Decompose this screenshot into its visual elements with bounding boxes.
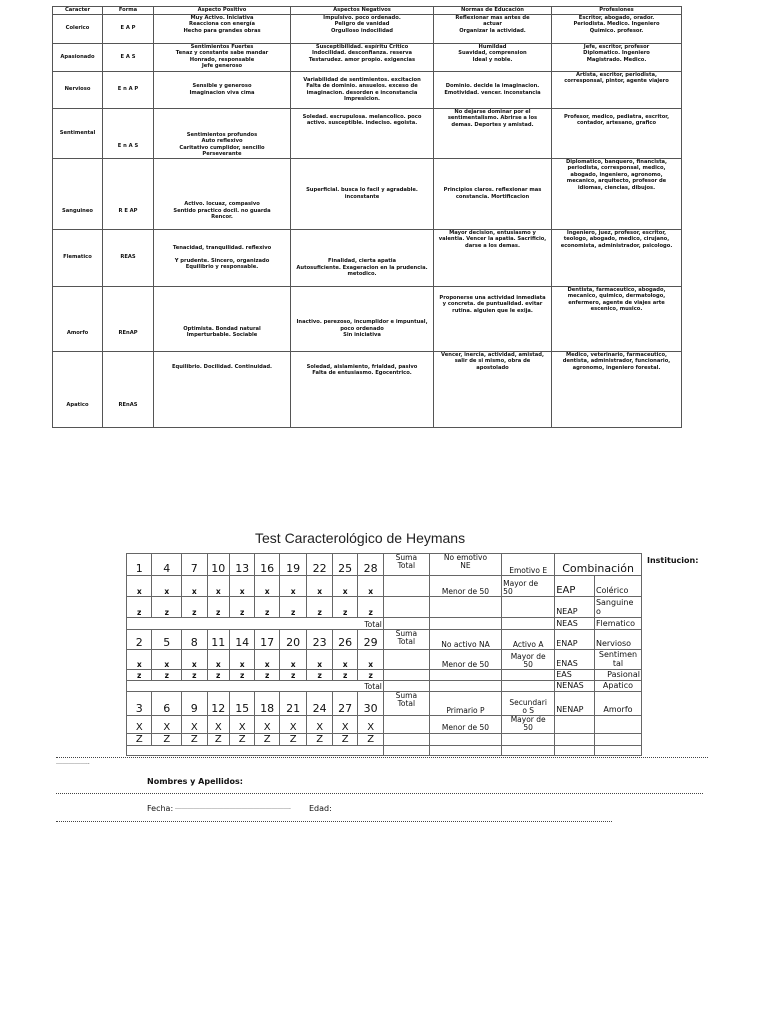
- fecha-edad-input-line[interactable]: [56, 821, 612, 822]
- cell-forma: REnAP: [103, 286, 154, 351]
- cell-normas: Reflexionar mas antes de actuar Organizar la actividad.: [434, 14, 552, 43]
- z-mark-cell[interactable]: z: [207, 597, 229, 618]
- x-mark-cell[interactable]: X: [332, 716, 357, 734]
- group-2-number-row: [127, 630, 642, 650]
- question-number: 28: [358, 554, 383, 576]
- combination-code: EAP: [555, 576, 595, 597]
- z-mark-cell[interactable]: z: [229, 597, 254, 618]
- question-number: 7: [182, 554, 207, 576]
- header-profesiones: Profesiones: [552, 7, 682, 15]
- combination-code: ENAS: [555, 650, 595, 670]
- cell-negativo: Superficial. busca lo facil y agradable. inconstante: [291, 158, 434, 229]
- table-row: [53, 108, 682, 158]
- z-mark-cell[interactable]: Z: [255, 733, 279, 745]
- suma-total-label: Suma Total: [383, 630, 429, 650]
- blank-cell[interactable]: [429, 670, 501, 681]
- fecha-input-dots[interactable]: ………………………………………………….: [175, 804, 291, 811]
- z-mark-cell[interactable]: z: [358, 670, 383, 681]
- cell-normas: Mayor decision, entusiasmo y valentia. Vencer la apatia. Sacrificio, darse a los demas.: [434, 229, 552, 286]
- cell-negativo: Variabilidad de sentimientos. excitacion Falta de dominio. ansuelos. exceso de imaginacion. desorden e inconstancia Impresicion.: [291, 71, 434, 108]
- blank-cell[interactable]: [127, 745, 384, 755]
- question-number: 19: [279, 554, 307, 576]
- question-number: 23: [307, 630, 332, 650]
- question-number: 10: [207, 554, 229, 576]
- cell-caracter: Sentimental: [53, 108, 103, 158]
- cell-forma: E n A S: [103, 108, 154, 158]
- cell-negativo: Soledad. escrupulosa. melancolico. poco activo. susceptible. indeciso. egoista.: [291, 108, 434, 158]
- x-mark-cell[interactable]: X: [127, 716, 152, 734]
- question-number: 14: [229, 630, 254, 650]
- z-mark-cell[interactable]: z: [182, 597, 207, 618]
- cell-forma: E n A P: [103, 71, 154, 108]
- combination-code: NENAP: [555, 692, 595, 716]
- combination-name: Apatico: [594, 681, 641, 692]
- z-mark-cell[interactable]: z: [182, 670, 207, 681]
- cell-normas: Dominio. decide la imaginacion. Emotividad. vencer. inconstancia: [434, 71, 552, 108]
- blank-cell[interactable]: [594, 733, 641, 745]
- combination-name: Sentimen tal: [594, 650, 641, 670]
- cell-normas: Humildad Suavidad, comprension Ideal y noble.: [434, 43, 552, 71]
- z-mark-cell[interactable]: Z: [152, 733, 182, 745]
- group-3-x-row: [127, 716, 642, 734]
- z-mark-cell[interactable]: z: [127, 597, 152, 618]
- x-mark-cell[interactable]: X: [279, 716, 307, 734]
- combination-name: Pasional: [594, 670, 641, 681]
- z-mark-cell[interactable]: Z: [279, 733, 307, 745]
- question-number: 5: [152, 630, 182, 650]
- question-number: 2: [127, 630, 152, 650]
- z-mark-cell[interactable]: z: [332, 597, 357, 618]
- combination-code: EAS: [555, 670, 595, 681]
- group-2-total-row: [127, 681, 642, 692]
- z-mark-cell[interactable]: Z: [307, 733, 332, 745]
- x-mark-cell[interactable]: x: [182, 650, 207, 670]
- combination-name: Colérico: [594, 576, 641, 597]
- x-mark-cell[interactable]: X: [152, 716, 182, 734]
- heymans-test-table: [126, 553, 642, 756]
- cell-negativo: Finalidad, cierta apatia Autosuficiente. Exageracion en la prudencia. metodico.: [291, 229, 434, 286]
- question-number: 8: [182, 630, 207, 650]
- x-mark-cell[interactable]: X: [182, 716, 207, 734]
- suma-total-cell[interactable]: [383, 733, 429, 745]
- z-mark-cell[interactable]: Z: [358, 733, 383, 745]
- cell-positivo: Muy Activo. Iniciativa Reacciona con energía Hecho para grandes obras: [154, 14, 291, 43]
- question-number: 3: [127, 692, 152, 716]
- question-number: 18: [255, 692, 279, 716]
- institucion-label: Institucion:: [647, 556, 699, 565]
- x-mark-cell[interactable]: x: [229, 650, 254, 670]
- mayor-de-50-label: Mayor de 50: [502, 576, 555, 597]
- nombres-input-line[interactable]: [56, 793, 703, 794]
- cell-forma: R E AP: [103, 158, 154, 229]
- x-mark-cell[interactable]: x: [279, 650, 307, 670]
- header-aspectos-negativos: Aspectos Negativos: [291, 7, 434, 15]
- cell-positivo: Activo. locuaz, compasivo Sentido practico docil. no guarda Rencor.: [154, 158, 291, 229]
- blank-cell[interactable]: [502, 597, 555, 618]
- z-mark-cell[interactable]: z: [358, 597, 383, 618]
- dotted-line: [56, 757, 708, 758]
- no-emotivo-label: No emotivo NE: [429, 554, 501, 576]
- question-number: 15: [229, 692, 254, 716]
- suma-total-cell[interactable]: [383, 597, 429, 618]
- total-cell[interactable]: [383, 618, 429, 630]
- cell-profesiones: Escritor, abogado, orador. Periodista. Medico. Ingeniero Quimico. profesor.: [552, 14, 682, 43]
- group-1-number-row: [127, 554, 642, 576]
- cell-caracter: Apatico: [53, 351, 103, 427]
- suma-total-label: Suma Total: [383, 692, 429, 716]
- combinacion-header: Combinación: [555, 554, 642, 576]
- header-normas-educacion: Normas de Educación: [434, 7, 552, 15]
- combination-code: NEAP: [555, 597, 595, 618]
- z-mark-cell[interactable]: z: [152, 670, 182, 681]
- group-1-total-row: [127, 618, 642, 630]
- x-mark-cell[interactable]: x: [207, 650, 229, 670]
- secundario-label: Secundari o S: [502, 692, 555, 716]
- combination-name: Flematico: [594, 618, 641, 630]
- x-mark-cell[interactable]: x: [207, 576, 229, 597]
- blank-cell[interactable]: [429, 681, 501, 692]
- group-3-total-row: [127, 745, 642, 755]
- question-number: 9: [182, 692, 207, 716]
- group-2-x-row: [127, 650, 642, 670]
- z-mark-cell[interactable]: z: [307, 597, 332, 618]
- combination-name: Amorfo: [594, 692, 641, 716]
- z-mark-cell[interactable]: z: [255, 597, 279, 618]
- table-row: [53, 229, 682, 286]
- cell-positivo: Sensible y generoso Imaginacion viva cima: [154, 71, 291, 108]
- suma-total-cell[interactable]: [383, 716, 429, 734]
- x-mark-cell[interactable]: x: [332, 650, 357, 670]
- total-cell[interactable]: [383, 681, 429, 692]
- x-mark-cell[interactable]: x: [152, 576, 182, 597]
- x-mark-cell[interactable]: x: [255, 650, 279, 670]
- z-mark-cell[interactable]: z: [332, 670, 357, 681]
- cell-profesiones: Profesor, medico, pediatra, escritor, contador, artesano, grafico: [552, 108, 682, 158]
- cell-profesiones: Ingeniero, juez, profesor, escritor, teologo, abogado, medico, cirujano, economista, administrador, psicologo.: [552, 229, 682, 286]
- activo-label: Activo A: [502, 630, 555, 650]
- primario-label: Primario P: [429, 692, 501, 716]
- table-row: [53, 71, 682, 108]
- combination-code: NEAS: [555, 618, 595, 630]
- group-1-x-row: [127, 576, 642, 597]
- table-row: [53, 158, 682, 229]
- characterology-table: [52, 6, 682, 428]
- cell-positivo: Optimista. Bondad natural Imperturbable. Sociable: [154, 286, 291, 351]
- question-number: 25: [332, 554, 357, 576]
- question-number: 22: [307, 554, 332, 576]
- question-number: 21: [279, 692, 307, 716]
- header-caracter: Caracter: [53, 7, 103, 15]
- cell-profesiones: Diplomatico, banquero, financista, periodista, corresponsal, medico, abogado, ingeniero, agronomo, mecanico, arquitecto, profesor de idiomas, ciencias, dibujos.: [552, 158, 682, 229]
- blank-cell[interactable]: [502, 618, 555, 630]
- suma-total-cell[interactable]: [383, 576, 429, 597]
- x-mark-cell[interactable]: X: [358, 716, 383, 734]
- combination-name: Nervioso: [594, 630, 641, 650]
- table-row: [53, 43, 682, 71]
- emotivo-label: Emotivo E: [502, 554, 555, 576]
- cell-normas: No dejarse dominar por el sentimentalismo. Abrirse a los demas. Deportes y amistad.: [434, 108, 552, 158]
- question-number: 11: [207, 630, 229, 650]
- x-mark-cell[interactable]: x: [127, 650, 152, 670]
- cell-caracter: Colerico: [53, 14, 103, 43]
- blank-cell[interactable]: [555, 733, 595, 745]
- cell-normas: Proponerse una actividad inmediata y concreta. de puntualidad. evitar rutina. alguien que le exija.: [434, 286, 552, 351]
- suma-total-cell[interactable]: [383, 650, 429, 670]
- question-number: 26: [332, 630, 357, 650]
- cell-profesiones: Medico, veterinario, farmaceutico, dentista, administrador, funcionario, agronomo, ingeniero forestal.: [552, 351, 682, 427]
- question-number: 16: [255, 554, 279, 576]
- blank-cell[interactable]: [594, 716, 641, 734]
- blank-cell[interactable]: [502, 670, 555, 681]
- combination-name: Sanguine o: [594, 597, 641, 618]
- x-mark-cell[interactable]: x: [255, 576, 279, 597]
- question-number: 24: [307, 692, 332, 716]
- cell-normas: Vencer, inercia, actividad, amistad, salir de si mismo, obra de apostolado: [434, 351, 552, 427]
- combination-code: ENAP: [555, 630, 595, 650]
- suma-total-label: Suma Total: [383, 554, 429, 576]
- total-cell[interactable]: [383, 745, 429, 755]
- z-mark-cell[interactable]: z: [307, 670, 332, 681]
- z-mark-cell[interactable]: Z: [207, 733, 229, 745]
- table-row: [53, 286, 682, 351]
- x-mark-cell[interactable]: x: [182, 576, 207, 597]
- z-mark-cell[interactable]: z: [229, 670, 254, 681]
- x-mark-cell[interactable]: x: [152, 650, 182, 670]
- x-mark-cell[interactable]: x: [358, 650, 383, 670]
- cell-forma: E A S: [103, 43, 154, 71]
- cell-positivo: Equilibrio. Docilidad. Continuidad.: [154, 351, 291, 427]
- group-1-z-row: [127, 597, 642, 618]
- nombres-apellidos-label: Nombres y Apellidos:: [147, 777, 243, 786]
- z-mark-cell[interactable]: z: [127, 670, 152, 681]
- z-mark-cell[interactable]: Z: [332, 733, 357, 745]
- z-mark-cell[interactable]: z: [279, 597, 307, 618]
- combination-code: NENAS: [555, 681, 595, 692]
- x-mark-cell[interactable]: x: [229, 576, 254, 597]
- cell-caracter: Amorfo: [53, 286, 103, 351]
- blank-cell[interactable]: [429, 733, 501, 745]
- x-mark-cell[interactable]: X: [207, 716, 229, 734]
- blank-cell[interactable]: [594, 745, 641, 755]
- dotted-line-tail: ……………..: [56, 759, 90, 766]
- z-mark-cell[interactable]: Z: [127, 733, 152, 745]
- cell-negativo: Soledad, aislamiento, frialdad, pasivo Falta de entusiasmo. Egocentrico.: [291, 351, 434, 427]
- question-number: 27: [332, 692, 357, 716]
- mayor-de-50-label: Mayor de 50: [502, 716, 555, 734]
- cell-profesiones: Dentista, farmaceutico, abogado, mecanico, quimico, dermatologo, enfermero, agente de viajes arte escenico, musico.: [552, 286, 682, 351]
- cell-positivo: Tenacidad, tranquilidad. reflexivo Y prudente. Sincero, organizado Equilibrio y responsable.: [154, 229, 291, 286]
- x-mark-cell[interactable]: x: [127, 576, 152, 597]
- cell-caracter: Apasionado: [53, 43, 103, 71]
- x-mark-cell[interactable]: X: [255, 716, 279, 734]
- x-mark-cell[interactable]: X: [307, 716, 332, 734]
- cell-profesiones: Artista, escritor, periodista, corresponsal, pintor, agente viajero: [552, 71, 682, 108]
- group-3-z-row: [127, 733, 642, 745]
- cell-negativo: Susceptibilidad. espíritu Critico Indocilidad. desconfianza. reserva Testarudez. amor propio. exigencias: [291, 43, 434, 71]
- table-header-row: [53, 7, 682, 15]
- menor-de-50-label: Menor de 50: [429, 716, 501, 734]
- blank-cell[interactable]: [429, 745, 501, 755]
- header-forma: Forma: [103, 7, 154, 15]
- blank-cell[interactable]: [502, 681, 555, 692]
- z-mark-cell[interactable]: z: [255, 670, 279, 681]
- cell-forma: REAS: [103, 229, 154, 286]
- cell-normas: Principios claros. reflexionar mas constancia. Mortificacion: [434, 158, 552, 229]
- x-mark-cell[interactable]: x: [307, 650, 332, 670]
- blank-cell[interactable]: [502, 733, 555, 745]
- question-number: 6: [152, 692, 182, 716]
- test-title: Test Caracterológico de Heymans: [255, 530, 466, 546]
- question-number: 13: [229, 554, 254, 576]
- question-number: 1: [127, 554, 152, 576]
- blank-cell[interactable]: [555, 716, 595, 734]
- cell-forma: REnAS: [103, 351, 154, 427]
- x-mark-cell[interactable]: x: [279, 576, 307, 597]
- z-mark-cell[interactable]: Z: [229, 733, 254, 745]
- x-mark-cell[interactable]: x: [307, 576, 332, 597]
- z-mark-cell[interactable]: z: [279, 670, 307, 681]
- cell-negativo: Impulsivo. poco ordenado. Peligro de vanidad Orgulloso indocilidad: [291, 14, 434, 43]
- cell-positivo: Sentimientos Fuertes Tenaz y constante sabe mandar Honrado, responsable Jefe generoso: [154, 43, 291, 71]
- x-mark-cell[interactable]: X: [229, 716, 254, 734]
- cell-negativo: Inactivo. perezoso, incumplidor e impuntual, poco ordenado Sin iniciativa: [291, 286, 434, 351]
- suma-total-cell[interactable]: [383, 670, 429, 681]
- cell-forma: E A P: [103, 14, 154, 43]
- x-mark-cell[interactable]: x: [358, 576, 383, 597]
- menor-de-50-label: Menor de 50: [429, 650, 501, 670]
- question-number: 4: [152, 554, 182, 576]
- total-label: Total: [127, 618, 384, 630]
- cell-profesiones: Jefe, escritor, profesor Diplomatico. Ingeniero Magistrado. Medico.: [552, 43, 682, 71]
- group-2-z-row: [127, 670, 642, 681]
- question-number: 30: [358, 692, 383, 716]
- table-row: [53, 351, 682, 427]
- z-mark-cell[interactable]: z: [152, 597, 182, 618]
- cell-caracter: Sanguineo: [53, 158, 103, 229]
- cell-caracter: Nervioso: [53, 71, 103, 108]
- no-activo-label: No activo NA: [429, 630, 501, 650]
- z-mark-cell[interactable]: z: [207, 670, 229, 681]
- x-mark-cell[interactable]: x: [332, 576, 357, 597]
- cell-caracter: Flematico: [53, 229, 103, 286]
- fecha-label: Fecha:: [147, 804, 174, 813]
- menor-de-50-label: Menor de 50: [429, 576, 501, 597]
- z-mark-cell[interactable]: Z: [182, 733, 207, 745]
- group-3-number-row: [127, 692, 642, 716]
- question-number: 20: [279, 630, 307, 650]
- edad-label: Edad:: [309, 804, 332, 813]
- blank-cell[interactable]: [429, 618, 501, 630]
- question-number: 17: [255, 630, 279, 650]
- blank-cell[interactable]: [555, 745, 595, 755]
- header-aspecto-positivo: Aspecto Positivo: [154, 7, 291, 15]
- table-row: [53, 14, 682, 43]
- question-number: 12: [207, 692, 229, 716]
- total-label: Total: [127, 681, 384, 692]
- blank-cell[interactable]: [429, 597, 501, 618]
- mayor-de-50-label: Mayor de 50: [502, 650, 555, 670]
- question-number: 29: [358, 630, 383, 650]
- cell-positivo: Sentimientos profundos Auto reflexivo Caritativo cumplidor, sencillo Perseverante: [154, 108, 291, 158]
- blank-cell[interactable]: [502, 745, 555, 755]
